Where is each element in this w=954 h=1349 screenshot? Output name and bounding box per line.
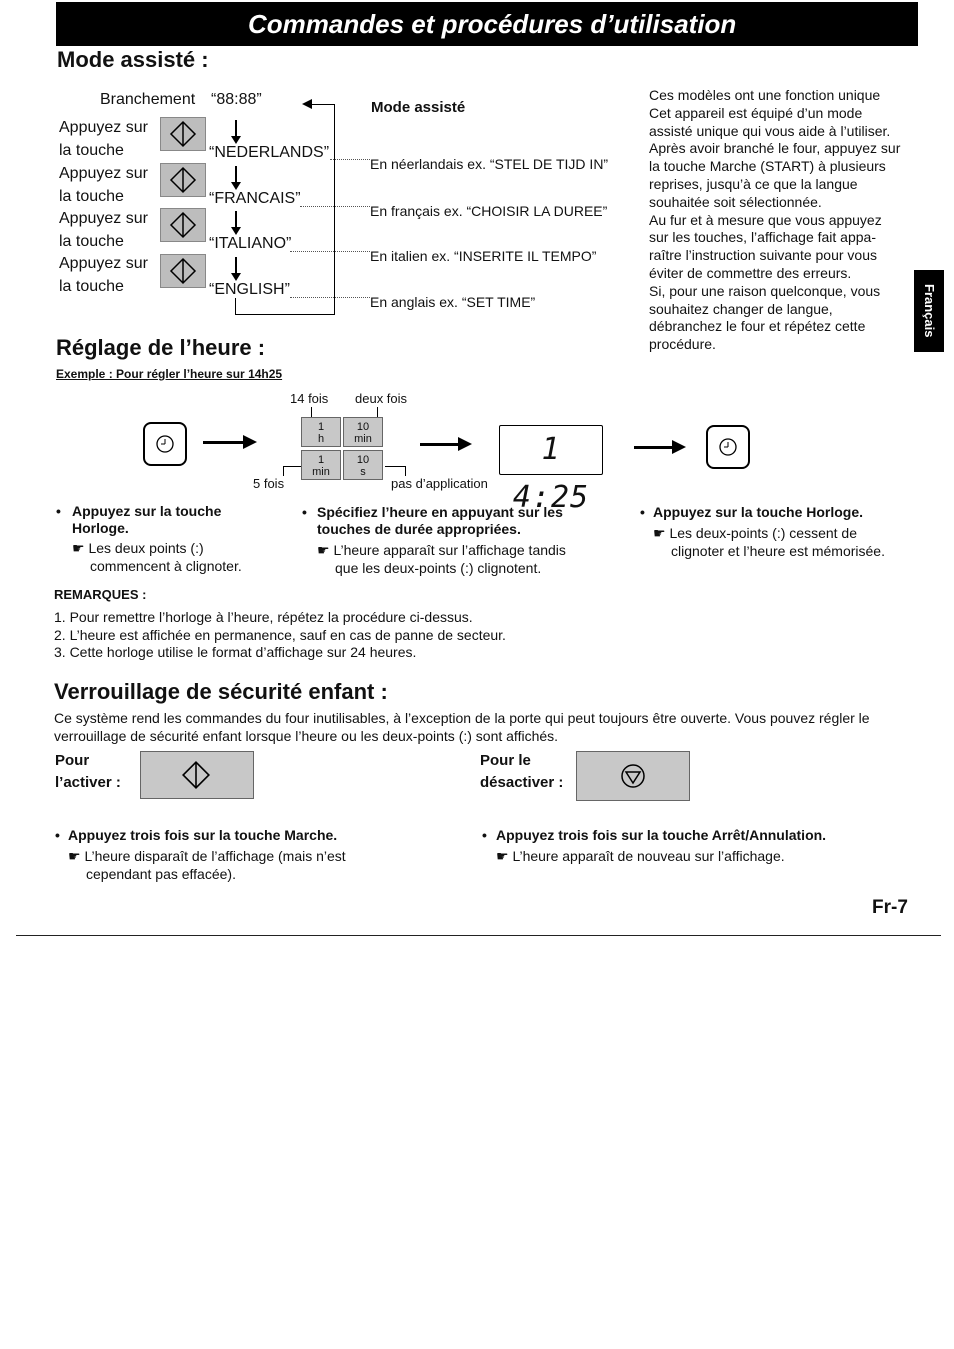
label-5-fois: 5 fois: [253, 476, 285, 491]
description-line: Si, pour une raison quelconque, vous: [649, 282, 881, 299]
remark-item: 2. L’heure est affichée en permanence, sauf en cas de panne de secteur.: [54, 626, 506, 643]
bracket-arrow-head: [302, 99, 312, 109]
example-it: En italien ex. “INSERITE IL TEMPO”: [370, 248, 597, 264]
step-head: [482, 827, 882, 844]
deactivate-step: [482, 827, 882, 865]
step-head: [55, 827, 435, 844]
intro-line: verrouillage de sécurité enfant lorsque l’heure ou les deux-points (:) sont affichés.: [54, 727, 559, 744]
bullet-icon: •: [55, 827, 60, 843]
step-note-text: Les deux points (:): [88, 540, 204, 556]
label-line: l’activer :: [55, 774, 121, 791]
step-note-line: clignoter et l’heure est mémorisée.: [671, 543, 885, 559]
branchement-label: Branchement: [100, 91, 196, 108]
pointer-line: [385, 466, 405, 467]
connector-line: [330, 159, 370, 160]
time-key-10min[interactable]: [343, 417, 383, 447]
description-line: Après avoir branché le four, appuyez sur: [649, 140, 901, 157]
pointing-hand-icon: ☛: [72, 540, 89, 556]
remark-item: 1. Pour remettre l’horloge à l’heure, répétez la procédure ci-dessus.: [54, 609, 473, 625]
step-note: [640, 524, 910, 560]
description-line: Au fur et à mesure que vous appuyez: [649, 211, 882, 228]
language-side-tab: Français: [914, 270, 944, 352]
footer-rule: [16, 935, 941, 936]
activate-label: [55, 750, 121, 794]
description-line: la touche Marche (START) à plusieurs: [649, 158, 886, 175]
key-unit: min: [312, 466, 330, 478]
right-arrow-icon: [420, 443, 462, 446]
reglage-step-2: [302, 504, 602, 577]
bracket-bottom-line: [235, 314, 335, 315]
description-line: débranchez le four et répétez cette: [649, 318, 866, 335]
down-arrow-icon: [235, 211, 237, 233]
step-note-text: Les deux-points (:) cessent de: [669, 525, 857, 541]
bullet-icon: •: [302, 504, 307, 520]
pointing-hand-icon: ☛: [653, 525, 670, 541]
step-note: [482, 847, 882, 865]
clock-key[interactable]: [143, 422, 187, 466]
step-line1: Appuyez sur: [59, 210, 148, 227]
start-key-large[interactable]: [140, 751, 254, 799]
step-note-line: commencent à clignoter.: [90, 558, 242, 574]
step-line1: Appuyez sur: [59, 119, 148, 136]
pointing-hand-icon: ☛: [68, 848, 85, 864]
description-line: souhaitez changer de langue,: [649, 300, 833, 317]
deactivate-label: [480, 750, 563, 794]
step-result: “ENGLISH”: [209, 281, 290, 298]
start-icon: [181, 760, 211, 790]
step-note: [302, 541, 602, 577]
start-icon: [169, 257, 197, 285]
remarks-list: [54, 609, 506, 662]
pointer-line: [405, 466, 406, 476]
reglage-step-3: [640, 504, 910, 560]
time-key-1h[interactable]: [301, 417, 341, 447]
right-arrow-icon: [634, 446, 676, 449]
mode-assiste-column-title: Mode assisté: [371, 99, 466, 116]
step-note-text: L’heure apparaît de nouveau sur l’affichage.: [512, 848, 785, 864]
section-title-verrouillage: Verrouillage de sécurité enfant :: [54, 679, 388, 704]
bracket-right-line: [334, 104, 335, 314]
step-line2: la touche: [59, 278, 124, 295]
step-note-line: que les deux-points (:) clignotent.: [335, 560, 542, 576]
connector-line: [290, 297, 370, 298]
bullet-icon: •: [640, 504, 645, 520]
step-line2: la touche: [59, 188, 124, 205]
example-en: En anglais ex. “SET TIME”: [370, 294, 536, 310]
key-number: 1: [317, 454, 325, 466]
step-note-line: cependant pas effacée).: [86, 866, 236, 882]
label-14-fois: 14 fois: [290, 391, 329, 406]
step-line1: Appuyez sur: [59, 255, 148, 272]
bullet-icon: •: [482, 827, 487, 843]
step-note-line: [72, 539, 286, 557]
key-number: 10: [356, 454, 370, 466]
time-key-10s[interactable]: [343, 450, 383, 480]
step-note: [56, 539, 286, 575]
pointer-line: [283, 466, 303, 467]
right-arrow-icon: [203, 441, 247, 444]
page-header-title: Commandes et procédures d’utilisation: [56, 2, 918, 46]
step-line2: la touche: [59, 142, 124, 159]
description-line: sur les touches, l’affichage fait appa-: [649, 229, 876, 246]
pointing-hand-icon: ☛: [317, 542, 334, 558]
label-deux-fois: deux fois: [355, 391, 408, 406]
label-line: désactiver :: [480, 774, 564, 791]
pointing-hand-icon: ☛: [496, 848, 513, 864]
description-line: souhaitée soit sélectionnée.: [649, 193, 822, 210]
description-line: assisté unique qui vous aide à l’utiliser.: [649, 122, 891, 139]
step-head-line: Spécifiez l’heure en appuyant sur les: [317, 504, 563, 520]
step-result: “ITALIANO”: [209, 235, 292, 252]
step-result: “FRANCAIS”: [209, 190, 301, 207]
step-result: “NEDERLANDS”: [209, 144, 330, 161]
description-line: éviter de commettre des erreurs.: [649, 264, 852, 281]
step-note-text: L’heure disparaît de l’affichage (mais n’est: [84, 848, 346, 864]
down-arrow-icon: [235, 120, 237, 142]
connector-line: [290, 251, 370, 252]
label-line: Pour le: [480, 752, 531, 769]
stop-icon: [620, 763, 646, 789]
step-head-line: Appuyez sur la touche Horloge.: [653, 504, 864, 520]
clock-icon: [718, 437, 738, 457]
start-key[interactable]: [160, 163, 206, 197]
step-note-text: L’heure apparaît sur l’affichage tandis: [333, 542, 566, 558]
step-head-line: Horloge.: [72, 520, 129, 536]
intro-line: Ce système rend les commandes du four inutilisables, à l’exception de la porte qui peut toujours être ouverte. Vous pouvez régler le: [54, 710, 870, 726]
description-line: procédure.: [649, 336, 716, 353]
start-key[interactable]: [160, 117, 206, 151]
start-icon: [169, 120, 197, 148]
description-line: reprises, jusqu’à ce que la langue: [649, 175, 858, 192]
key-unit: h: [317, 433, 325, 445]
example-nl: En néerlandais ex. “STEL DE TIJD IN”: [370, 156, 609, 172]
step-head-text: Appuyez trois fois sur la touche Arrêt/Annulation.: [496, 827, 827, 843]
step-head-text: Appuyez trois fois sur la touche Marche.: [68, 827, 338, 843]
key-number: 1: [317, 421, 325, 433]
mode-assiste-description: [649, 87, 914, 354]
description-line: raître l’instruction suivante pour vous: [649, 247, 877, 264]
step-line1: Appuyez sur: [59, 165, 148, 182]
display-code: “88:88”: [211, 91, 262, 108]
clock-display: 1 4:25: [499, 425, 603, 475]
step-note-line: [496, 847, 882, 865]
step-line2: la touche: [59, 233, 124, 250]
section-title-reglage: Réglage de l’heure :: [56, 335, 266, 360]
activate-step: [55, 827, 435, 883]
step-head-line: Appuyez sur la touche: [72, 503, 222, 519]
remark-item: 3. Cette horloge utilise le format d’affichage sur 24 heures.: [54, 644, 417, 660]
start-icon: [169, 166, 197, 194]
start-key[interactable]: [160, 254, 206, 288]
clock-key[interactable]: [706, 425, 750, 469]
page-number: Fr-7: [872, 897, 908, 918]
reglage-example: Exemple : Pour régler l’heure sur 14h25: [56, 367, 283, 381]
step-head: [640, 504, 910, 521]
section-title-mode-assiste: Mode assisté :: [57, 47, 209, 72]
down-arrow-icon: [235, 166, 237, 188]
step-head: [302, 504, 602, 538]
label-pas-application: pas d’application: [391, 476, 488, 491]
step-note-line: [68, 847, 435, 865]
connector-line: [300, 206, 370, 207]
time-key-1min[interactable]: [301, 450, 341, 480]
description-line: Cet appareil est équipé d’un mode: [649, 104, 863, 121]
step-head-line: touches de durée appropriées.: [317, 521, 521, 537]
key-number: 10: [356, 421, 370, 433]
step-head: [56, 503, 286, 537]
step-note-line: [653, 524, 910, 542]
start-key[interactable]: [160, 208, 206, 242]
bracket-left-line: [235, 298, 236, 314]
example-fr: En français ex. “CHOISIR LA DUREE”: [370, 203, 608, 219]
remarks-title: REMARQUES :: [54, 587, 147, 602]
pointer-line: [283, 466, 284, 476]
down-arrow-icon: [235, 257, 237, 279]
key-unit: min: [354, 433, 372, 445]
bullet-icon: •: [56, 503, 61, 519]
verrouillage-intro: [54, 710, 914, 745]
description-line: Ces modèles ont une fonction unique: [649, 87, 881, 103]
start-icon: [169, 211, 197, 239]
label-line: Pour: [55, 752, 90, 769]
stop-cancel-key-large[interactable]: [576, 751, 690, 801]
step-note: [55, 847, 435, 883]
key-unit: s: [360, 466, 366, 478]
clock-icon: [155, 434, 175, 454]
reglage-step-1: [56, 503, 286, 575]
step-note-line: [317, 541, 602, 559]
